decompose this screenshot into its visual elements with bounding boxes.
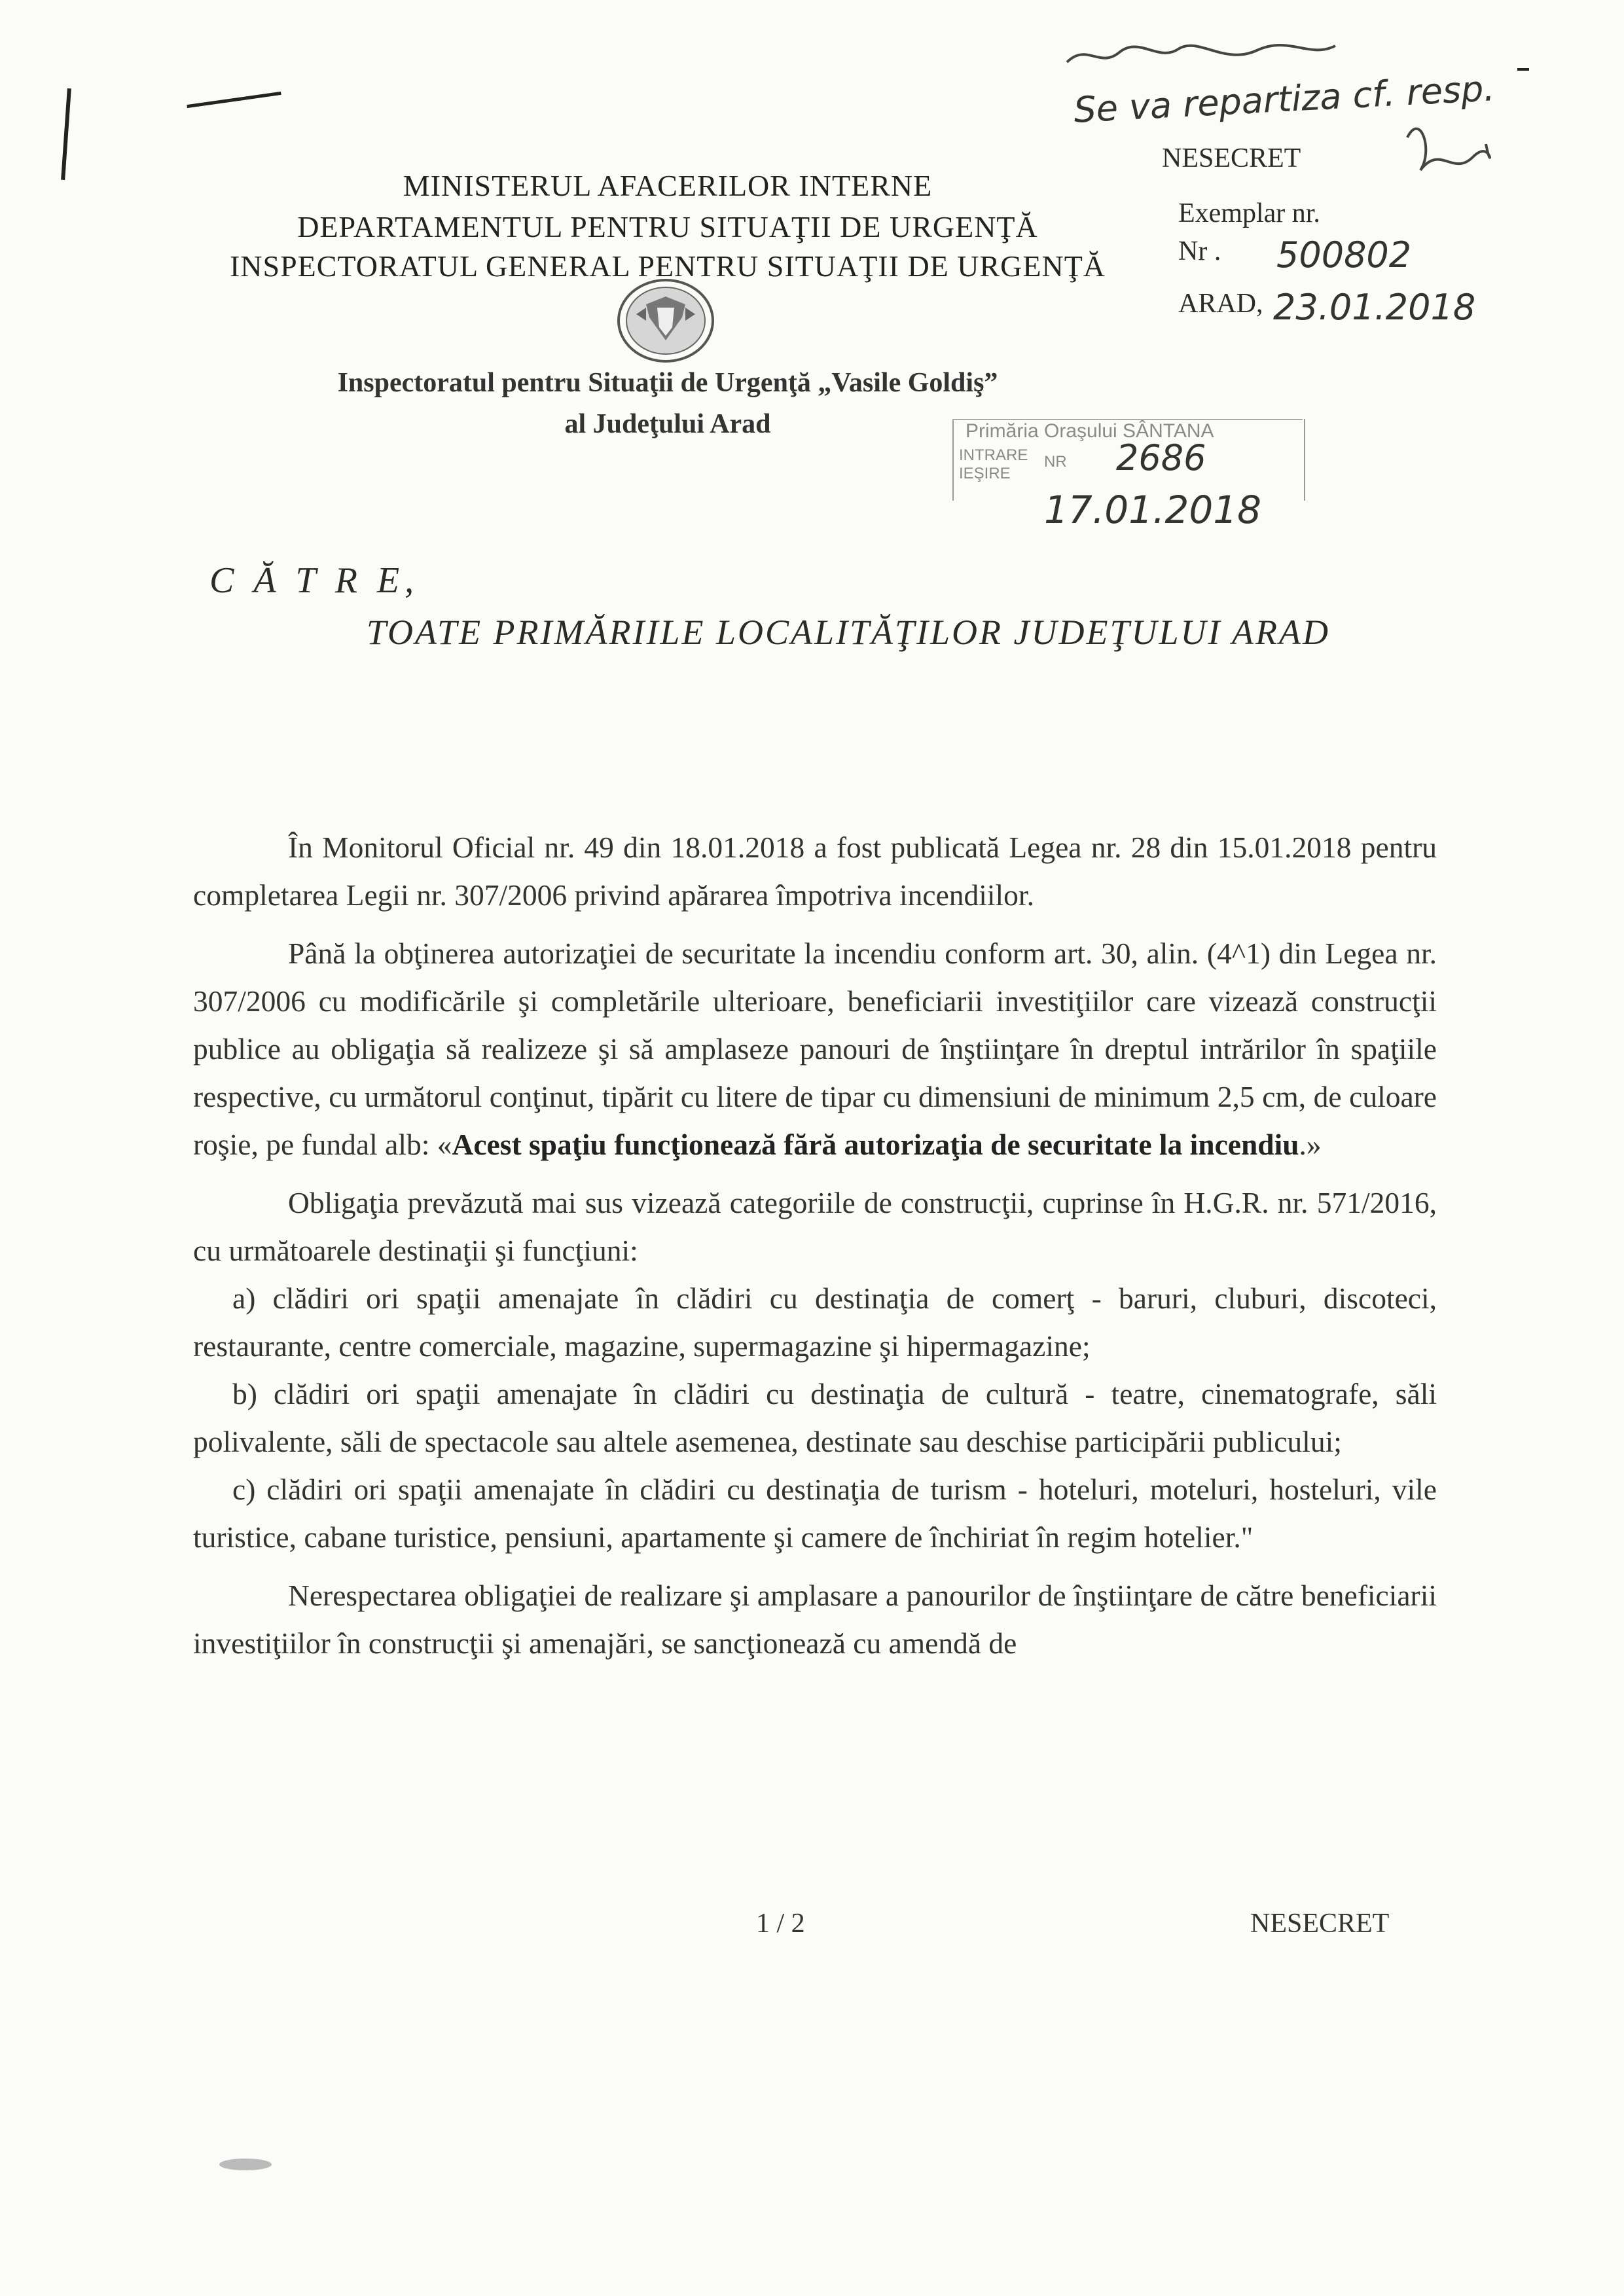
ministry-line: MINISTERUL AFACERILOR INTERNE xyxy=(403,169,933,202)
margin-mark xyxy=(61,88,71,180)
stamp-nr-label: NR xyxy=(1044,453,1067,471)
classification-bottom: NESECRET xyxy=(1250,1909,1390,1939)
margin-dash xyxy=(187,92,281,108)
paragraph-2-end: .» xyxy=(1299,1128,1322,1161)
stamp-date: 17.01.2018 xyxy=(1044,488,1262,532)
exemplar-label: Exemplar nr. xyxy=(1178,198,1320,228)
registration-label: Nr . xyxy=(1178,236,1221,266)
stamp-nr-value: 2686 xyxy=(1116,437,1206,478)
notice-text: Acest spaţiu funcţionează fără autorizaţia de securitate la incendiu xyxy=(452,1128,1299,1161)
handwritten-signature xyxy=(1060,36,1342,75)
stamp-exit-label: IEŞIRE xyxy=(959,465,1011,482)
stamp-title: Primăria Oraşului SÂNTANA xyxy=(965,420,1214,442)
page-number: 1 / 2 xyxy=(756,1909,805,1939)
scan-smudge xyxy=(216,2157,275,2173)
registration-number: 500802 xyxy=(1276,234,1412,276)
department-line: DEPARTAMENTUL PENTRU SITUAŢII DE URGENŢĂ xyxy=(297,210,1038,243)
arad-label: ARAD, xyxy=(1178,289,1263,319)
list-item-c: c) clădiri ori spaţii amenajate în clădiri cu destinaţia de turism - hoteluri, moteluri, hosteluri, vile turistice, cabane turistice, pensiuni, apartamente şi camere de închiriat în regim hotelier." xyxy=(193,1473,1437,1554)
classification-top: NESECRET xyxy=(1162,143,1301,173)
list-item-a: a) clădiri ori spaţii amenajate în clădiri cu destinaţia de comerţ - baruri, cluburi, discoteci, restaurante, centre comerciale, magazine, supermagazine şi hipermagazine; xyxy=(193,1282,1437,1363)
paragraph-3: Obligaţia prevăzută mai sus vizează categoriile de construcţii, cuprinse în H.G.R. nr. 571/2016, cu următoarele destinaţii şi funcţiuni: xyxy=(193,1186,1437,1267)
inspectorate-line: INSPECTORATUL GENERAL PENTRU SITUAŢII DE URGENŢĂ xyxy=(229,249,1106,283)
county-inspectorate: Inspectoratul pentru Situaţii de Urgenţă „Vasile Goldiş” xyxy=(337,368,998,398)
paragraph-2 xyxy=(193,929,1437,1168)
paragraph-1: În Monitorul Oficial nr. 49 din 18.01.2018 a fost publicată Legea nr. 28 din 15.01.2018 pentru completarea Legii nr. 307/2006 privind apărarea împotriva incendiilor. xyxy=(193,831,1437,912)
list-item-b: b) clădiri ori spaţii amenajate în clădiri cu destinaţia de cultură - teatre, cinematografe, săli polivalente, săli de spectacole sau altele asemenea, destinate sau deschise participării publicului; xyxy=(193,1377,1437,1458)
paragraph-2-text: Până la obţinerea autorizaţiei de securitate la incendiu conform art. 30, alin. (4^1) din Legea nr. 307/2006 cu modificările şi completările ulterioare, beneficiarii investiţiilor care vizează construcţii publice au obligaţia să realizeze şi să amplaseze panouri de înştiinţare în dreptul intrărilor în spaţiile respective, cu următorul conţinut, tipărit cu litere de tipar cu dimensiuni de minimum 2,5 cm, de culoare roşie, pe fundal alb: « xyxy=(193,937,1437,1161)
handwritten-note: Se va repartiza cf. resp. xyxy=(1072,67,1496,131)
addressee-recipients: TOATE PRIMĂRIILE LOCALITĂŢILOR JUDEŢULUI ARAD xyxy=(367,613,1331,652)
paragraph-4: Nerespectarea obligaţiei de realizare şi amplasare a panourilor de înştiinţare de către beneficiarii investiţiilor în construcţii şi amenajări, se sancţionează cu amendă de xyxy=(193,1579,1437,1660)
addressee-label: C Ă T R E, xyxy=(209,560,420,601)
coat-of-arms-icon xyxy=(617,278,715,363)
letter-body xyxy=(193,823,1437,1677)
registration-stamp xyxy=(952,419,1309,543)
stamp-entry-label: INTRARE xyxy=(959,446,1028,464)
signature-mark xyxy=(1394,98,1499,196)
county-name: al Judeţului Arad xyxy=(564,409,771,439)
corner-dash xyxy=(1517,68,1529,71)
arad-date: 23.01.2018 xyxy=(1273,287,1476,328)
